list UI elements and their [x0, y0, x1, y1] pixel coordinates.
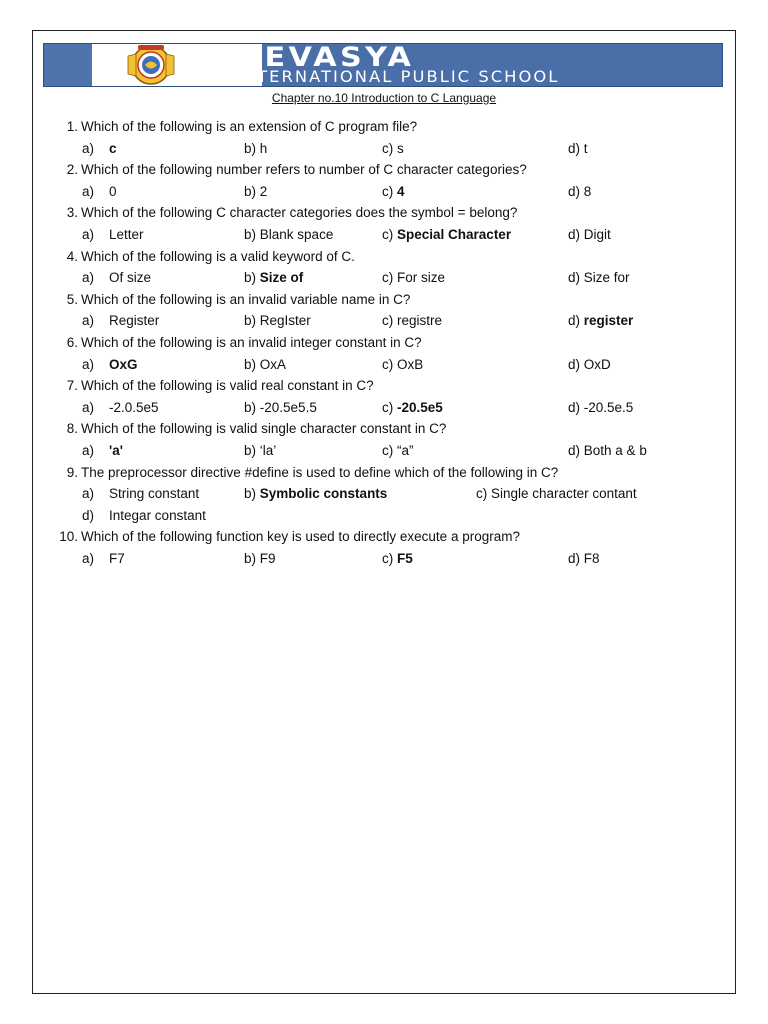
option-label: c)	[382, 226, 394, 242]
options-row	[56, 443, 716, 465]
option-label: a)	[82, 313, 95, 329]
question-text: Which of the following is an extension of C program file?	[81, 119, 418, 134]
option-label: d)	[568, 270, 581, 286]
question-number: 1.	[66, 119, 78, 134]
option-label: a)	[82, 399, 95, 415]
option-b	[244, 270, 303, 285]
question-number: 8.	[66, 421, 78, 437]
question-9	[56, 465, 716, 487]
option-text: Special Character	[397, 226, 512, 242]
option-a	[82, 227, 144, 242]
option-d	[82, 508, 206, 523]
option-text: 0	[109, 183, 117, 199]
option-label: c)	[382, 140, 394, 156]
option-text: register	[583, 313, 634, 329]
option-label: d)	[568, 226, 581, 242]
option-text: registre	[397, 313, 443, 329]
options-row	[56, 313, 716, 335]
option-label: b)	[244, 183, 257, 199]
option-text: OxB	[397, 356, 424, 372]
options-row	[56, 357, 716, 379]
question-text: Which of the following is a valid keyword of C.	[81, 248, 355, 264]
option-a	[82, 357, 138, 372]
option-d	[568, 357, 611, 372]
option-c	[382, 270, 445, 285]
option-d	[568, 270, 630, 285]
question-number: 4.	[66, 248, 78, 264]
question-text: Which of the following is valid real constant in C?	[81, 378, 374, 394]
option-label: d)	[568, 140, 581, 156]
school-subtitle: INTERNATIONAL PUBLIC SCHOOL	[236, 67, 560, 86]
option-label: b)	[244, 313, 257, 329]
option-label: b)	[244, 226, 257, 242]
option-text: F9	[259, 550, 276, 566]
option-label: d)	[568, 550, 581, 566]
option-b	[244, 443, 276, 458]
option-text: -20.5e5.5	[259, 399, 317, 415]
option-text: F7	[109, 550, 125, 566]
option-label: d)	[568, 313, 581, 329]
option-b	[244, 313, 311, 328]
option-b	[244, 400, 317, 415]
option-label: a)	[82, 486, 95, 502]
banner-left-strip	[44, 44, 92, 86]
option-text: Register	[109, 313, 160, 329]
option-label: c)	[382, 442, 394, 458]
options-row	[56, 400, 716, 422]
option-c	[476, 486, 637, 501]
option-label: c)	[382, 183, 394, 199]
option-label: d)	[568, 183, 581, 199]
option-label: d)	[568, 356, 581, 372]
option-c	[382, 357, 423, 372]
option-text: h	[259, 140, 268, 156]
question-text: Which of the following is an invalid integer constant in C?	[81, 334, 422, 350]
question-6	[56, 335, 716, 357]
option-c	[382, 141, 404, 156]
option-text: -20.5e5	[397, 399, 443, 415]
option-text: Integar constant	[109, 507, 206, 523]
option-text: OxA	[259, 356, 287, 372]
question-2	[56, 162, 716, 184]
option-text: OxG	[109, 356, 138, 372]
option-text: Both a & b	[583, 442, 647, 458]
option-label: a)	[82, 140, 95, 156]
option-label: c)	[476, 486, 488, 502]
option-text: 'a'	[109, 442, 123, 458]
option-label: c)	[382, 270, 394, 286]
option-label: c)	[382, 356, 394, 372]
option-text: F8	[583, 550, 600, 566]
option-text: -2.0.5e5	[109, 399, 159, 415]
option-label: d)	[568, 442, 581, 458]
option-a	[82, 443, 123, 458]
option-text: String constant	[109, 486, 200, 502]
option-d	[568, 313, 633, 328]
chapter-title: Chapter no.10 Introduction to C Language	[271, 91, 497, 105]
options-row	[56, 508, 716, 530]
option-d	[568, 184, 591, 199]
option-label: a)	[82, 226, 95, 242]
question-number: 10.	[59, 529, 78, 545]
option-d	[568, 443, 647, 458]
option-label: d)	[568, 399, 581, 415]
option-label: b)	[244, 270, 257, 286]
option-c	[382, 551, 413, 566]
option-label: b)	[244, 550, 257, 566]
option-text: c	[109, 140, 117, 156]
options-row	[56, 141, 716, 163]
question-number: 9.	[66, 464, 78, 480]
option-d	[568, 227, 611, 242]
option-c	[382, 400, 443, 415]
question-number: 3.	[66, 205, 78, 221]
question-text: Which of the following C character categories does the symbol = belong?	[81, 205, 518, 221]
option-label: a)	[82, 270, 95, 286]
option-a	[82, 141, 117, 156]
question-text: Which of the following is valid single character constant in C?	[81, 421, 447, 437]
option-c	[382, 443, 414, 458]
option-d	[568, 400, 633, 415]
option-b	[244, 357, 286, 372]
options-row	[56, 184, 716, 206]
option-label: b)	[244, 399, 257, 415]
option-text: t	[583, 140, 588, 156]
option-d	[568, 141, 588, 156]
question-number: 6.	[66, 334, 78, 350]
option-text: Symbolic constants	[259, 486, 388, 502]
option-a	[82, 184, 117, 199]
option-b	[244, 184, 267, 199]
option-label: d)	[82, 507, 95, 523]
option-a	[82, 486, 199, 501]
question-number: 7.	[66, 378, 78, 394]
question-number: 2.	[66, 162, 78, 178]
option-text: 2	[259, 183, 268, 199]
option-label: c)	[382, 313, 394, 329]
question-text: Which of the following number refers to number of C character categories?	[81, 162, 527, 178]
option-c	[382, 227, 511, 242]
option-label: a)	[82, 550, 95, 566]
option-b	[244, 551, 276, 566]
option-c	[382, 184, 405, 199]
option-b	[244, 141, 267, 156]
question-text: Which of the following function key is used to directly execute a program?	[81, 529, 520, 545]
option-d	[568, 551, 600, 566]
option-text: F5	[397, 550, 413, 566]
question-list	[56, 119, 716, 572]
question-7	[56, 378, 716, 400]
option-text: -20.5e.5	[583, 399, 634, 415]
options-row	[56, 227, 716, 249]
school-banner	[43, 43, 723, 87]
option-label: b)	[244, 356, 257, 372]
school-name: DEVASYA	[236, 42, 415, 73]
option-text: OxD	[583, 356, 611, 372]
option-label: a)	[82, 183, 95, 199]
question-text: Which of the following is an invalid variable name in C?	[81, 291, 411, 307]
option-text: 4	[397, 183, 405, 199]
question-10	[56, 529, 716, 551]
option-text: Letter	[109, 226, 144, 242]
option-text: 8	[583, 183, 592, 199]
option-label: b)	[244, 140, 257, 156]
option-text: Blank space	[259, 226, 334, 242]
option-text: Digit	[583, 226, 611, 242]
option-text: Single character contant	[491, 486, 637, 502]
option-text: Size for	[583, 270, 630, 286]
option-label: b)	[244, 442, 257, 458]
options-row	[56, 486, 716, 508]
option-text: s	[397, 140, 404, 156]
option-a	[82, 551, 125, 566]
question-text: The preprocessor directive #define is used to define which of the following in C?	[81, 464, 559, 480]
option-a	[82, 400, 159, 415]
option-text: For size	[397, 270, 446, 286]
option-b	[244, 227, 333, 242]
options-row	[56, 551, 716, 573]
question-8	[56, 421, 716, 443]
question-number: 5.	[66, 291, 78, 307]
option-b	[244, 486, 387, 501]
school-logo-icon	[114, 44, 188, 86]
option-label: a)	[82, 356, 95, 372]
question-4	[56, 249, 716, 271]
option-text: RegIster	[259, 313, 311, 329]
option-label: b)	[244, 486, 257, 502]
option-text: ‘la’	[259, 442, 277, 458]
options-row	[56, 270, 716, 292]
option-label: c)	[382, 399, 394, 415]
option-text: Of size	[109, 270, 152, 286]
question-5	[56, 292, 716, 314]
option-a	[82, 313, 159, 328]
option-text: “a”	[397, 442, 414, 458]
option-label: a)	[82, 442, 95, 458]
option-c	[382, 313, 442, 328]
question-3	[56, 205, 716, 227]
option-a	[82, 270, 151, 285]
option-label: c)	[382, 550, 394, 566]
option-text: Size of	[259, 270, 304, 286]
question-1	[56, 119, 716, 141]
